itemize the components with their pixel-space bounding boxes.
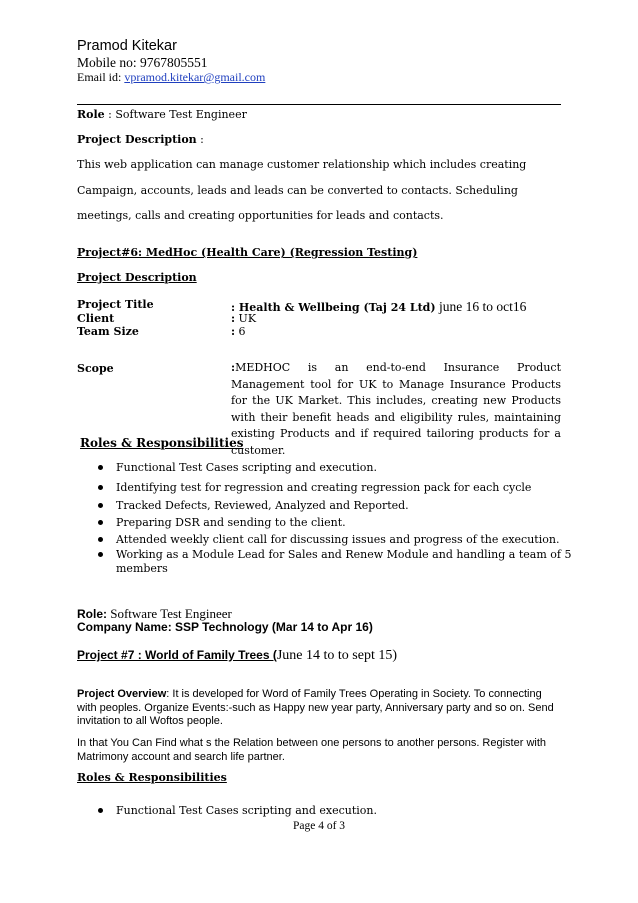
project-title-value: : Health & Wellbeing (Taj 24 Ltd) june 16 to oct16 bbox=[231, 299, 527, 314]
project-title-label: Project Title bbox=[77, 298, 154, 311]
list-item: Functional Test Cases scripting and execution. bbox=[116, 461, 377, 474]
role-value: : Software Test Engineer bbox=[104, 108, 247, 121]
list-item: Tracked Defects, Reviewed, Analyzed and Reported. bbox=[116, 499, 409, 512]
role-label: Role bbox=[77, 108, 105, 121]
project7-heading: Project #7 : World of Family Trees (June 14 to to sept 15) bbox=[77, 648, 397, 663]
list-item: Preparing DSR and sending to the client. bbox=[116, 516, 346, 529]
list-item: Working as a Module Lead for Sales and Renew Module and handling a team of 5 bbox=[116, 548, 571, 561]
email-line bbox=[77, 70, 265, 85]
client-value: : UK bbox=[231, 312, 257, 325]
project7-roles-heading: Roles & Responsibilities bbox=[77, 771, 227, 784]
project7-overview-line-2: with peoples. Organize Events:-such as Happy new year party, Anniversary party and so on. Send bbox=[77, 702, 554, 714]
project6-roles-heading: Roles & Responsibilities bbox=[80, 436, 244, 450]
description-line-3: meetings, calls and creating opportunities for leads and contacts. bbox=[77, 209, 444, 222]
client-label: Client bbox=[77, 312, 115, 325]
team-size-label: Team Size bbox=[77, 325, 139, 338]
team-size-value: : 6 bbox=[231, 325, 246, 338]
project6-description-heading: Project Description bbox=[77, 271, 197, 284]
project6-heading: Project#6: MedHoc (Health Care) (Regression Testing) bbox=[77, 246, 418, 259]
mobile-number: Mobile no: 9767805551 bbox=[77, 55, 208, 70]
email-label: Email id: bbox=[77, 70, 125, 84]
project-description-label: Project Description bbox=[77, 133, 197, 146]
bullet-icon bbox=[98, 485, 103, 490]
bullet-icon bbox=[98, 808, 103, 813]
project7-para2-line-1: In that You Can Find what s the Relation between one persons to another persons. Register with bbox=[77, 737, 547, 749]
bullet-icon bbox=[98, 520, 103, 525]
project7-para2-line-2: Matrimony account and search life partner. bbox=[77, 751, 285, 763]
project7-overview-line-1: Project Overview: It is developed for Word of Family Trees Operating in Society. To connecting bbox=[77, 688, 542, 700]
email-link[interactable]: vpramod.kitekar@gmail.com bbox=[124, 70, 266, 84]
description-line-2: Campaign, accounts, leads and leads can be converted to contacts. Scheduling bbox=[77, 184, 518, 197]
project7-overview-line-3: invitation to all Woftos people. bbox=[77, 715, 223, 727]
list-item: Identifying test for regression and creating regression pack for each cycle bbox=[116, 481, 531, 494]
list-item-continuation: members bbox=[116, 562, 168, 575]
page-number: Page 4 of 3 bbox=[293, 820, 346, 832]
company-name-line: Company Name: SSP Technology (Mar 14 to Apr 16) bbox=[77, 620, 373, 634]
header-divider bbox=[77, 104, 561, 105]
bullet-icon bbox=[98, 537, 103, 542]
list-item: Functional Test Cases scripting and execution. bbox=[116, 804, 377, 817]
scope-text: :MEDHOC is an end-to-end Insurance Product Management tool for UK to Manage Insurance Products for the UK Market. This includes, creating new Products with their benefit heads and eligibility rules, maintaining existing Products and if required tailoring products for a customer. bbox=[231, 361, 561, 457]
description-line-1: This web application can manage customer relationship which includes creating bbox=[77, 158, 527, 171]
company-role-line: Role: Software Test Engineer bbox=[77, 606, 232, 621]
bullet-icon bbox=[98, 503, 103, 508]
project-description-line: Project Description : bbox=[77, 133, 204, 146]
candidate-name: Pramod Kitekar bbox=[77, 38, 177, 54]
role-line bbox=[77, 108, 247, 121]
bullet-icon bbox=[98, 552, 103, 557]
scope-label: Scope bbox=[77, 362, 114, 375]
bullet-icon bbox=[98, 465, 103, 470]
list-item: Attended weekly client call for discussing issues and progress of the execution. bbox=[116, 533, 559, 546]
